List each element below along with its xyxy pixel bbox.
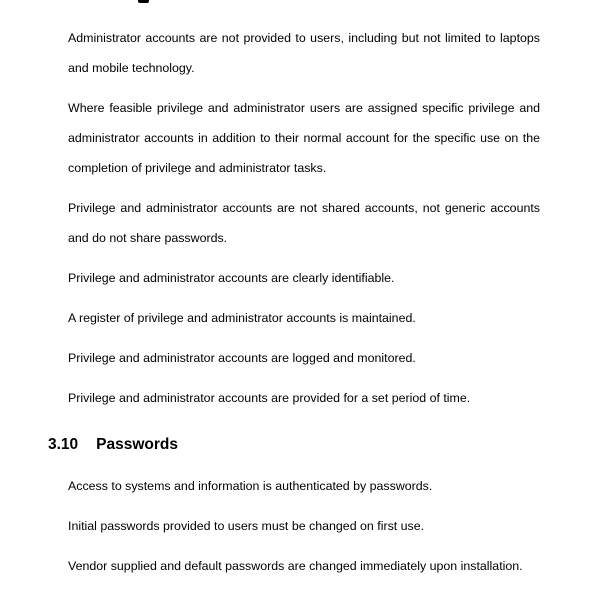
paragraph-vendor-default-passwords-changed: Vendor supplied and default passwords are changed immediately upon installation. (68, 559, 523, 573)
paragraph-admin-accounts-not-provided: Administrator accounts are not provided to users, including but not limited to laptops and mobile technology. (68, 31, 540, 75)
cropped-heading-descender-fragment (138, 0, 149, 3)
paragraph-initial-passwords-changed: Initial passwords provided to users must be changed on first use. (68, 519, 425, 533)
paragraph-register-maintained: A register of privilege and administrator accounts is maintained. (68, 311, 416, 325)
paragraph-clearly-identifiable: Privilege and administrator accounts are clearly identifiable. (68, 271, 395, 285)
paragraph-where-feasible-specific-accounts: Where feasible privilege and administrator users are assigned specific privilege and administrator accounts in addition to their normal account for the specific use on the completion of privilege and administrator tasks. (68, 101, 540, 175)
paragraph-not-shared-accounts: Privilege and administrator accounts are not shared accounts, not generic accounts and do not share passwords. (68, 201, 540, 245)
section-heading-number: 3.10 (48, 436, 79, 453)
paragraph-logged-and-monitored: Privilege and administrator accounts are logged and monitored. (68, 351, 416, 365)
paragraph-access-authenticated-by-passwords: Access to systems and information is authenticated by passwords. (68, 479, 433, 493)
paragraph-set-period-of-time: Privilege and administrator accounts are provided for a set period of time. (68, 391, 471, 405)
section-heading-title: Passwords (96, 436, 179, 453)
section-heading-passwords (48, 433, 540, 457)
